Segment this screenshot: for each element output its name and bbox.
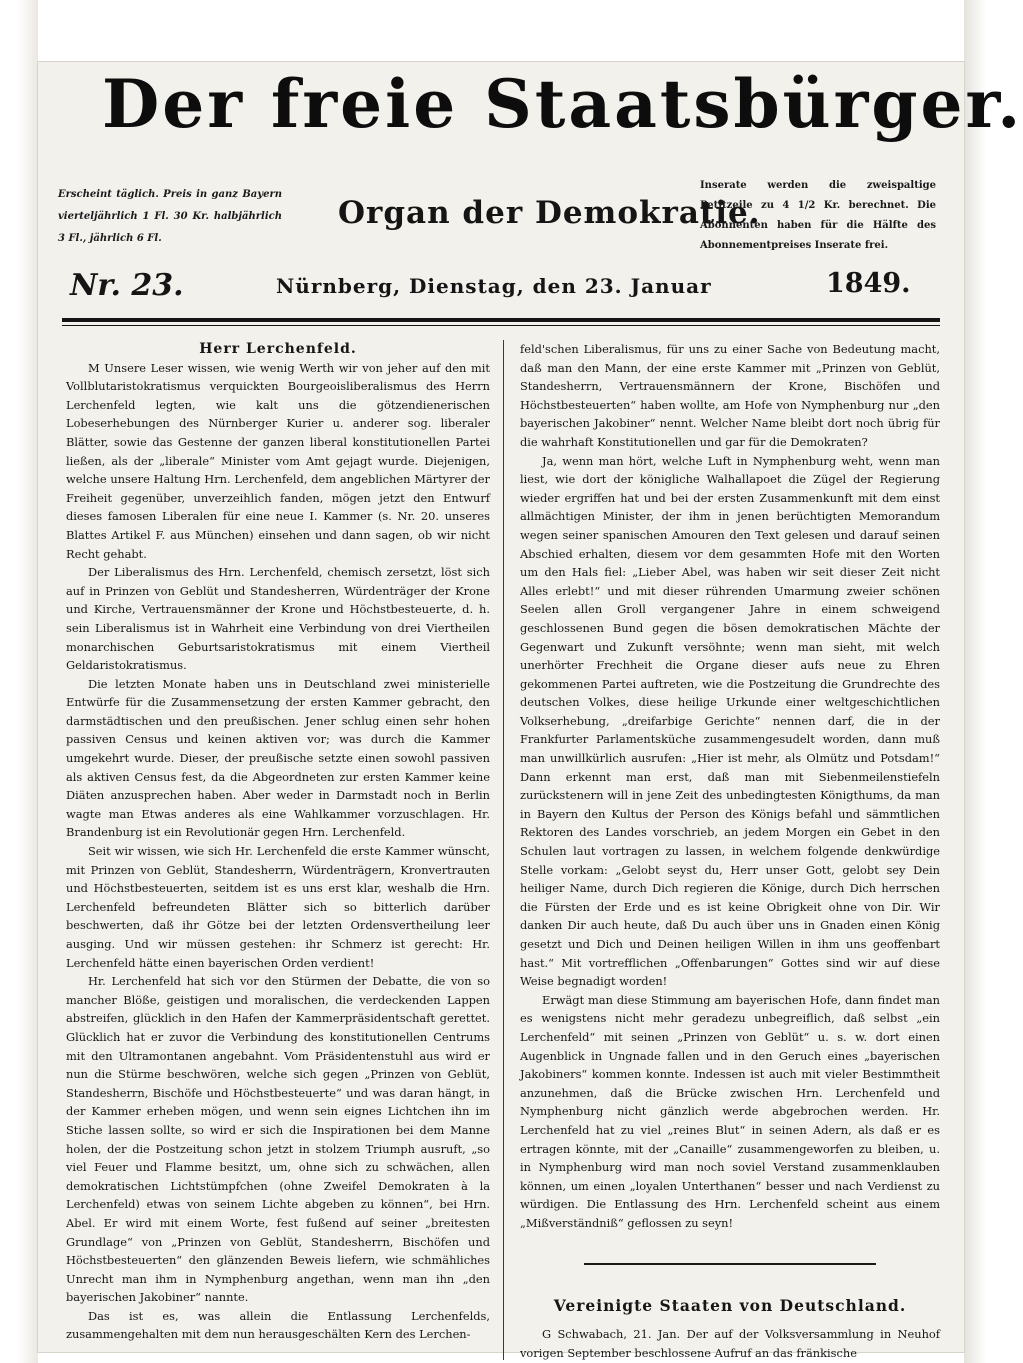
header-rule-thin — [62, 325, 940, 326]
issue-year: 1849. — [826, 268, 911, 299]
place-date: Nürnberg, Dienstag, den 23. Januar — [276, 274, 712, 298]
masthead-title-dot: . — [997, 65, 1023, 143]
column-divider — [503, 340, 504, 1360]
advertising-info: Inserate werden die zweispaltige Petitzeile zu 4 1/2 Kr. berechnet. Die Abonnenten haben für die Hälfte des Abonnementpreises Inserate frei. — [700, 180, 936, 251]
header-rule — [62, 318, 940, 322]
article-paragraph: Das ist es, was allein die Entlassung Lerchenfelds, zusammengehalten mit dem nun herausgeschälten Kern des Lerchen- — [66, 1308, 490, 1342]
article-title: Herr Lerchenfeld. — [199, 341, 357, 357]
column-left — [66, 340, 490, 1344]
subscription-info: Erscheint täglich. Preis in ganz Bayern vierteljährlich 1 Fl. 30 Kr. halbjährlich 3 Fl., jährlich 6 Fl. — [58, 189, 282, 244]
article-paragraph: Erwägt man diese Stimmung am bayerischen Hofe, dann findet man es wenigstens nicht mehr geradezu unbegreiflich, daß selbst „ein Lerchenfeld“ mit seinen „Prinzen von Geblüt“ u. s. w. dort einen Augenblick in Ungnade fallen und in den Geruch eines „bayerischen Jakobiners“ kommen konnte. Indessen ist auch mit vieler Bestimmtheit anzunehmen, daß die Brücke zwischen Hrn. Lerchenfeld und Nymphenburg nicht gänzlich werde abgebrochen werden. Hr. Lerchenfeld hat zu viel „reines Blut“ in seinen Adern, als daß er es ertragen könnte, mit der „Canaille“ zusammengeworfen zu bleiben, u. in Nymphenburg wird man noch soviel Verstand zusammenklauben können, um einen „loyalen Unterthanen“ besser und nach Verdienst zu würdigen. Die Entlassung des Hrn. Lerchenfeld scheint aus einem „Mißverständniß“ geflossen zu seyn! — [520, 992, 940, 1230]
issue-number: Nr. 23. — [70, 268, 184, 303]
column-right — [520, 340, 940, 1362]
article-paragraph: Der Liberalismus des Hrn. Lerchenfeld, chemisch zersetzt, löst sich auf in Prinzen von Geblüt und Standesherren, Würdenträger der Krone und Kirche, Vertrauensmänner der Krone und Höchstbesteuerte, d. h. sein Liberalismus ist in Wahrheit eine Verbindung von drei Viertheilen monarchischen Geburtsaristokratismus mit einem Viertheil Geldaristokratismus. — [66, 565, 490, 673]
scan-margin-right — [964, 0, 1000, 1363]
article-paragraph: feld'schen Liberalismus, für uns zu einer Sache von Bedeutung macht, daß man den Mann, der eine erste Kammer mit „Prinzen von Geblüt, Standesherrn, Vertrauensmännern der Krone, Bischöfen und Höchstbesteuerten“ haben wollte, am Hofe von Nymphenburg nur „den bayerischen Jakobiner“ nennt. Welcher Name bleibt dort noch übrig für die wahrhaft Konstitutionellen und gar für die Demokraten? — [520, 342, 940, 449]
section-separator — [584, 1263, 876, 1265]
article-paragraph: Die letzten Monate haben uns in Deutschland zwei ministerielle Entwürfe für die Zusammensetzung der ersten Kammer gebracht, den darmstädtischen und den preußischen. Jener schlug einen sehr hohen passiven Census und keinen aktiven vor; was durch die Kammer umgekehrt wurde. Dieser, der preußische setzte einen sowohl passiven als aktiven Census fest, da die Abgeordneten zur ersten Kammer keine Diäten anzusprechen haben. Aber weder in Darmstadt noch in Berlin wagte man Etwas anderes als eine Wahlkammer vorzuschlagen. Hr. Brandenburg ist ein Revolutionär gegen Hrn. Lerchenfeld. — [66, 676, 490, 840]
masthead-subtitle: Organ der Demokratie. — [338, 195, 761, 231]
section-paragraph: G Schwabach, 21. Jan. Der auf der Volksversammlung in Neuhof vorigen September beschlossene Aufruf an das fränkische — [520, 1327, 940, 1360]
article-paragraph: Ja, wenn man hört, welche Luft in Nymphenburg weht, wenn man liest, wie dort der königliche Walhallapoet die Zügel der Regierung wieder ergriffen hat und bei der ersten Zusammenkunft mit dem einst allmächtigen Minister, der ihm in jenen berüchtigten Memorandum wegen seiner spanischen Amouren den Text gelesen und darauf seinen Abschied erhalten, diesem vor dem gesammten Hofe mit den Worten um den Hals fiel: „Lieber Abel, was haben wir seit dieser Zeit nicht Alles erlebt!“ und mit dieser rührenden Umarmung zweier schönen Seelen allen Groll vergangener Jahre in einem schweigend geschlossenen Bund gegen die bösen demokratischen Mächte der Gegenwart und Zukunft versöhnte; wenn man sieht, mit welch unerhörter Frechheit die Organe dieser aufs neue zu Ehren gekommenen Partei auftreten, wie die Postzeitung die Grundrechte des deutschen Volkes, diese heilige Urkunde einer weltgeschichtlichen Volkserhebung, „dreifarbige Gerichte“ nennen darf, die in der Frankfurter Parlamentsküche zusammengesudelt worden, dann muß man unwillkürlich ausrufen: „Hier ist mehr, als Olmütz und Potsdam!“ Dann erkennt man erst, daß man mit Siebenmeilenstiefeln zurückstenern will in jene Zeit des unbedingtesten Königthums, da man in Bayern den Kultus der Person des Königs befahl und sämmtlichen Rektoren des Landes vorschrieb, an jedem Morgen ein Gebet in den Schulen laut vortragen zu lassen, in welchem folgende denkwürdige Stelle vorkam: „Gelobt seyst du, Herr unser Gott, gelobt sey Dein heiliger Name, durch Dich regieren die Könige, durch Dich herrschen die Fürsten der Erde und es ist keine Obrigkeit ohne von Dir. Wir danken Dir auch heute, daß Du auch über uns in Gnaden einen König gesetzt und Dich und Deinen heiligen Willen in ihm uns geoffenbart hast.“ Mit vortrefflichen „Offenbarungen“ Gottes sind wir auf diese Weise begnadigt worden! — [520, 453, 940, 989]
scan-margin-left — [0, 0, 38, 1363]
article-paragraph: Hr. Lerchenfeld hat sich vor den Stürmen der Debatte, die von so mancher Blöße, geistigen und moralischen, die verdeckenden Lappen abstreifen, glücklich in den Hafen der Kammerpräsidentschaft gerettet. Glücklich hat er zuvor die Verbindung des konstitutionellen Centrums mit den Ultramontanen angebahnt. Vom Präsidentenstuhl aus wird er nun die Stürme beschwören, welche sich gegen „Prinzen von Geblüt, Standesherrn, Bischöfe und Höchstbesteuerte“ und was daran hängt, in der Kammer erheben mögen, und wenn sein eignes Lichtchen ihn im Stiche lassen sollte, so wird er sich die Inspirationen bei dem Manne holen, der die Postzeitung schon jetzt in stolzem Triumph ausruft, „so viel Feuer und Flamme besitzt, um, ohne sich zu schwächen, allen demokratischen Lichtstümpfchen (ohne Zweifel Demokraten à la Lerchenfeld) etwas von seinem Lichte abgeben zu können“, bei Hrn. Abel. Er wird mit einem Worte, fest fußend auf seiner „breitesten Grundlage“ von „Prinzen von Geblüt, Standesherrn, Bischöfen und Höchstbesteuerten“ den glänzenden Beweis liefern, wie schmähliches Unrecht man ihm in Nymphenburg angethan, wenn man ihn „den bayerischen Jakobiner“ nannte. — [66, 974, 490, 1305]
article-paragraph: Seit wir wissen, wie sich Hr. Lerchenfeld die erste Kammer wünscht, mit Prinzen von Geblüt, Standesherrn, Würdenträgern, Kronvertrauten und Höchstbesteuerten, seitdem ist es uns erst klar, weshalb die Hrn. Lerchenfeld befreundeten Blätter sich so bitterlich darüber beschwerten, daß ihr Götze bei der letzten Ordensvertheilung leer ausging. Und wir müssen gestehen: ihr Schmerz ist gerecht: Hr. Lerchenfeld hätte einen bayerischen Orden verdient! — [66, 844, 490, 970]
section-title: Vereinigte Staaten von Deutschland. — [553, 1295, 907, 1315]
masthead-title-text: Der freie Staatsbürger — [102, 65, 998, 143]
masthead-title — [102, 64, 1023, 144]
article-paragraph: M Unsere Leser wissen, wie wenig Werth wir von jeher auf den mit Vollblutaristokratismus verquickten Bourgeoisliberalismus des Herrn Lerchenfeld legten, wie kalt uns die götzendienerischen Lobeserhebungen des Nürnberger Kurier u. anderer sog. liberaler Blätter, sowie das Gestenne der ganzen liberal konstitutionellen Partei ließen, als der „liberale“ Minister vom Amt gejagt wurde. Diejenigen, welche unsere Haltung Hrn. Lerchenfeld, dem angeblichen Märtyrer der Freiheit gegenüber, unverzeihlich fanden, mögen jetzt den Entwurf dieses famosen Liberalen für eine neue I. Kammer (s. Nr. 20. unseres Blattes Artikel F. aus München) einsehen und dann sagen, ob wir nicht Recht gehabt. — [66, 360, 490, 561]
